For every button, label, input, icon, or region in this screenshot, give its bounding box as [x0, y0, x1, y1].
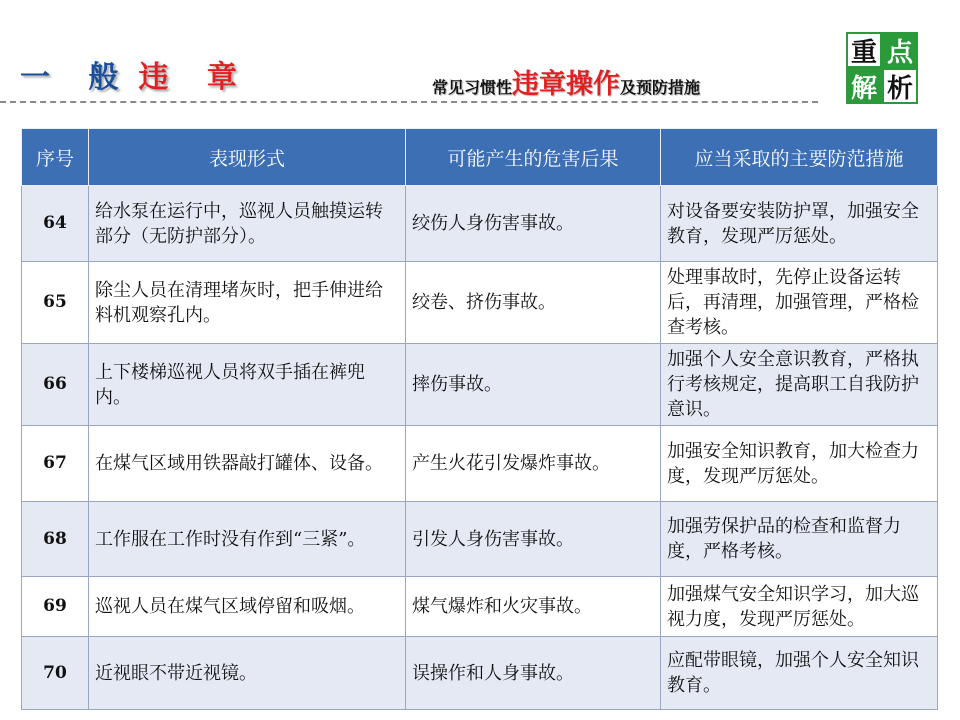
table-header-row	[22, 129, 938, 186]
key-analysis-badge	[846, 32, 918, 104]
row-harm: 误操作和人身事故。	[406, 637, 661, 710]
row-number: 65	[22, 262, 89, 344]
row-measure: 处理事故时，先停止设备运转后，再清理，加强管理，严格检查考核。	[661, 262, 938, 344]
row-measure: 应配带眼镜，加强个人安全知识教育。	[661, 637, 938, 710]
violations-table	[21, 128, 938, 710]
header	[0, 0, 960, 110]
row-harm: 绞伤人身伤害事故。	[406, 186, 661, 262]
table-row	[22, 637, 938, 710]
row-harm: 引发人身伤害事故。	[406, 502, 661, 577]
row-harm: 煤气爆炸和火灾事故。	[406, 577, 661, 637]
row-number: 69	[22, 577, 89, 637]
row-form: 工作服在工作时没有作到“三紧”。	[89, 502, 406, 577]
row-number: 70	[22, 637, 89, 710]
subtitle-prefix: 常见习惯性	[432, 78, 513, 97]
page-title	[20, 52, 251, 96]
row-measure: 加强劳保护品的检查和监督力度，严格考核。	[661, 502, 938, 577]
page-title-part1: 一 般	[20, 60, 133, 95]
row-number: 66	[22, 344, 89, 426]
column-header-harm: 可能产生的危害后果	[406, 129, 661, 186]
row-harm: 绞卷、挤伤事故。	[406, 262, 661, 344]
row-form: 在煤气区域用铁器敲打罐体、设备。	[89, 426, 406, 502]
table-row	[22, 502, 938, 577]
row-measure: 加强煤气安全知识学习，加大巡视力度，发现严厉惩处。	[661, 577, 938, 637]
row-form: 给水泵在运行中，巡视人员触摸运转部分（无防护部分）。	[89, 186, 406, 262]
subtitle-highlight: 违章操作	[512, 69, 621, 100]
row-form: 近视眼不带近视镜。	[89, 637, 406, 710]
row-form: 上下楼梯巡视人员将双手插在裤兜内。	[89, 344, 406, 426]
row-harm: 产生火花引发爆炸事故。	[406, 426, 661, 502]
subtitle-suffix: 及预防措施	[620, 78, 701, 97]
column-header-measure: 应当采取的主要防范措施	[661, 129, 938, 186]
table-row	[22, 262, 938, 344]
column-header-number: 序号	[22, 129, 89, 186]
table-row	[22, 577, 938, 637]
badge-char-4: 析	[882, 68, 918, 104]
row-number: 68	[22, 502, 89, 577]
table-row	[22, 426, 938, 502]
row-measure: 加强个人安全意识教育，严格执行考核规定，提高职工自我防护意识。	[661, 344, 938, 426]
badge-char-3: 解	[846, 68, 882, 104]
row-harm: 摔伤事故。	[406, 344, 661, 426]
row-measure: 对设备要安装防护罩，加强安全教育，发现严厉惩处。	[661, 186, 938, 262]
table-row	[22, 186, 938, 262]
row-number: 67	[22, 426, 89, 502]
row-form: 除尘人员在清理堵灰时，把手伸进给料机观察孔内。	[89, 262, 406, 344]
badge-char-2: 点	[882, 32, 918, 68]
page-title-part2: 违 章	[138, 60, 251, 95]
row-form: 巡视人员在煤气区域停留和吸烟。	[89, 577, 406, 637]
header-divider	[0, 101, 818, 103]
column-header-form: 表现形式	[89, 129, 406, 186]
row-number: 64	[22, 186, 89, 262]
badge-char-1: 重	[846, 32, 882, 68]
page-subtitle	[432, 62, 700, 101]
table-row	[22, 344, 938, 426]
row-measure: 加强安全知识教育，加大检查力度，发现严厉惩处。	[661, 426, 938, 502]
